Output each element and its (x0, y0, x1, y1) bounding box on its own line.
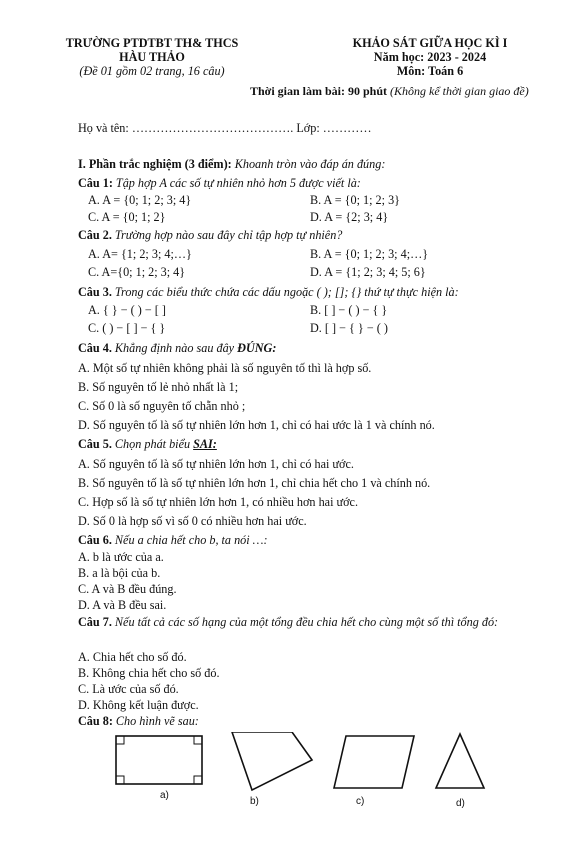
option: C. A={0; 1; 2; 3; 4} (88, 265, 186, 279)
exam-title: KHẢO SÁT GIỮA HỌC KÌ I (352, 36, 508, 50)
shapes-figure (110, 732, 510, 792)
option-text: A. Một số tự nhiên không phải là số nguyên tố thì là hợp số. (78, 361, 372, 375)
section-title (78, 157, 385, 172)
option: B. [ ] − ( ) − { } (310, 303, 388, 317)
option: B. A = {0; 1; 2; 3} (310, 193, 401, 207)
question-text: Cho hình vẽ sau: (115, 714, 199, 728)
option: B. Không chia hết cho số đó. (78, 666, 220, 680)
question-text: Tập hợp A các số tự nhiên nhỏ hơn 5 được viết là: (115, 176, 361, 190)
question-8 (78, 714, 199, 728)
option: C. Là ước của số đó. (78, 682, 179, 696)
student-info-line: Họ và tên: …………………………………. Lớp: ………… (78, 121, 372, 135)
school-name: TRƯỜNG PTDTBT TH& THCS (65, 36, 239, 50)
question-4 (78, 341, 276, 355)
question-text: Trường hợp nào sau đây chỉ tập hợp tự nhiên? (114, 228, 343, 242)
right-angle-mark (116, 776, 124, 784)
question-number: Câu 5. (78, 437, 112, 451)
option: A. { } − ( ) − [ ] (88, 303, 166, 317)
figure-label-b: b) (250, 796, 259, 807)
option: C. Số 0 là số nguyên tố chẵn nhỏ ; (78, 399, 246, 413)
option: C. A và B đều đúng. (78, 582, 177, 596)
option: D. A = {2; 3; 4} (310, 210, 389, 224)
option: B. Số nguyên tố là số tự nhiên lớn hơn 1, chỉ chia hết cho 1 và chính nó. (78, 476, 431, 490)
option: C. Hợp số là số tự nhiên lớn hơn 1, có nhiều hơn hai ước. (78, 495, 359, 509)
subject: Môn: Toán 6 (396, 64, 464, 78)
question-text: Khẳng định nào sau đây (114, 341, 235, 355)
option: D. Số 0 là hợp số vì số 0 có nhiều hơn hai ước. (78, 514, 307, 528)
option: A. A = {0; 1; 2; 3; 4} (88, 193, 192, 207)
rhombus-shape (232, 732, 312, 790)
section-instruction: Khoanh tròn vào đáp án đúng: (234, 157, 386, 171)
question-3 (78, 285, 459, 299)
school-header (52, 36, 252, 78)
question-text: Trong các biểu thức chứa các dấu ngoặc ( ); []; {} thứ tự thực hiện là: (114, 285, 459, 299)
question-number: Câu 2. (78, 228, 112, 242)
question-text: Nếu a chia hết cho b, ta nói …: (114, 533, 268, 547)
rectangle-shape (116, 736, 202, 784)
question-emphasis: SAI: (193, 437, 217, 451)
time-limit-note: (Không kể thời gian giao đề) (390, 84, 529, 98)
option: B. a là bội của b. (78, 566, 161, 580)
option: C. A = {0; 1; 2} (88, 210, 166, 224)
school-year: Năm học: 2023 - 2024 (373, 50, 487, 64)
question-number: Câu 4. (78, 341, 112, 355)
question-number: Câu 8: (78, 714, 113, 728)
question-2 (78, 228, 342, 242)
option: B. Số nguyên tố lẻ nhỏ nhất là 1; (78, 380, 239, 394)
option: D. Số nguyên tố là số tự nhiên lớn hơn 1, chỉ có hai ước là 1 và chính nó. (78, 418, 435, 432)
question-number: Câu 3. (78, 285, 112, 299)
option (78, 361, 371, 375)
school-location: HÀU THẢO (119, 50, 185, 64)
exam-header (300, 36, 560, 78)
option: B. A = {0; 1; 2; 3; 4;…} (310, 247, 429, 261)
section-heading: I. Phần trắc nghiệm (3 điểm): (78, 157, 232, 171)
question-number: Câu 1: (78, 176, 113, 190)
parallelogram-shape (334, 736, 414, 788)
question-emphasis: ĐÚNG: (237, 341, 277, 355)
option: A. Số nguyên tố là số tự nhiên lớn hơn 1, chỉ có hai ước. (78, 457, 354, 471)
option: A. b là ước của a. (78, 550, 164, 564)
option: C. ( ) − [ ] − { } (88, 321, 166, 335)
option: D. A và B đều sai. (78, 598, 167, 612)
question-7 (78, 615, 570, 629)
triangle-shape (436, 734, 484, 788)
option: A. Chia hết cho số đó. (78, 650, 187, 664)
right-angle-mark (194, 776, 202, 784)
time-limit-main: Thời gian làm bài: 90 phút (250, 84, 388, 98)
time-limit (250, 84, 570, 99)
question-text: Nếu tất cả các số hạng của một tổng đều chia hết cho cùng một số thì tổng đó: (114, 615, 499, 629)
question-1 (78, 176, 361, 190)
question-text: Chọn phát biểu (114, 437, 191, 451)
option: D. [ ] − { } − ( ) (310, 321, 388, 335)
question-6 (78, 533, 268, 547)
exam-note: (Đề 01 gồm 02 trang, 16 câu) (79, 64, 225, 78)
right-angle-mark (116, 736, 124, 744)
figure-label-d: d) (456, 798, 465, 809)
option: A. A= {1; 2; 3; 4;…} (88, 247, 192, 261)
right-angle-mark (194, 736, 202, 744)
question-number: Câu 7. (78, 615, 112, 629)
question-number: Câu 6. (78, 533, 112, 547)
figure-label-a: a) (160, 790, 169, 801)
option: D. Không kết luận được. (78, 698, 199, 712)
option: D. A = {1; 2; 3; 4; 5; 6} (310, 265, 426, 279)
question-5 (78, 437, 217, 451)
figure-label-c: c) (356, 796, 365, 807)
